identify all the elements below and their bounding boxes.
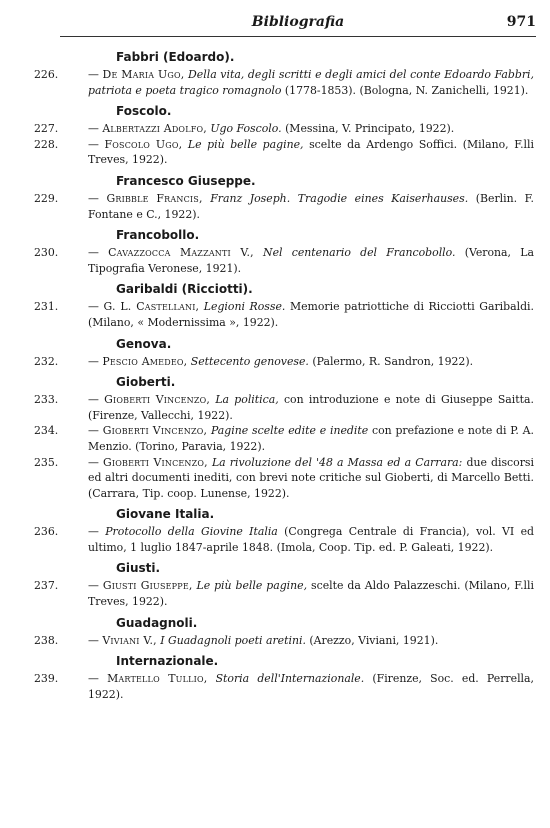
entry-author: Albertazzi Adolfo, bbox=[102, 122, 207, 136]
entry-title: Le più belle pagine, bbox=[196, 579, 308, 593]
bibliography-section bbox=[34, 173, 534, 222]
entry-author: Gribble Francis, bbox=[106, 191, 203, 205]
running-head bbox=[60, 14, 536, 37]
entry-dash: — bbox=[88, 68, 99, 81]
entry-number: 226. bbox=[34, 68, 59, 81]
bibliography-section bbox=[34, 560, 534, 609]
entry-author: Gioberti Vincenzo, bbox=[102, 424, 208, 438]
bibliography-entry bbox=[34, 455, 534, 502]
bibliography-entry bbox=[34, 137, 534, 168]
entry-author: Gioberti Vincenzo, bbox=[103, 455, 208, 469]
entry-author: De Maria Ugo, bbox=[102, 68, 185, 81]
entry-author: Cavazzocca Mazzanti V., bbox=[108, 246, 254, 260]
section-heading: Francesco Giuseppe. bbox=[116, 173, 256, 188]
entry-dash: — bbox=[88, 633, 99, 647]
bibliography-section bbox=[34, 374, 534, 501]
bibliography-entry bbox=[34, 671, 534, 702]
bibliography-section bbox=[34, 336, 534, 370]
entry-number: 232. bbox=[34, 354, 59, 368]
entry-title: Franz Joseph. Tragodie eines Kaiserhauses. bbox=[210, 191, 469, 205]
section-heading: Guadagnoli. bbox=[116, 615, 198, 630]
bibliography-section bbox=[34, 281, 535, 330]
entry-number: 230. bbox=[34, 246, 59, 260]
entry-author: Martello Tullio, bbox=[107, 672, 208, 686]
entry-publication: con prefazione e note di P. A. Menzio. (Torino, Paravia, 1922). bbox=[88, 424, 534, 453]
bibliography-entry bbox=[34, 633, 534, 649]
section-heading: Gioberti. bbox=[116, 375, 176, 390]
entry-title: I Guadagnoli poeti aretini. bbox=[160, 633, 306, 647]
entry-dash: — bbox=[88, 393, 99, 407]
entry-publication: scelte da Aldo Palazzeschi. (Milano, F.lli Treves, 1922). bbox=[88, 579, 534, 609]
running-head-title: Bibliografia bbox=[251, 14, 345, 30]
entry-title: Pagine scelte edite e inedite bbox=[210, 424, 369, 438]
entry-title: La rivoluzione del '48 a Massa ed a Carrara: bbox=[211, 455, 463, 469]
bibliography-section bbox=[34, 49, 535, 98]
entry-dash: — bbox=[88, 579, 99, 593]
bibliography-entry bbox=[34, 299, 535, 330]
entry-number: 229. bbox=[34, 191, 59, 205]
bibliography-section bbox=[34, 653, 534, 702]
entry-title: Storia dell'Internazionale. bbox=[215, 672, 365, 686]
bibliography-entry bbox=[34, 67, 535, 98]
entry-title: Della vita, degli scritti e degli amici del conte Edoardo Fabbri, patriota e poeta tragico romagnolo bbox=[88, 68, 535, 97]
entry-publication: (1778-1853). (Bologna, N. Zanichelli, 1921). bbox=[284, 83, 529, 97]
entry-publication: (Firenze, Soc. ed. Perrella, 1922). bbox=[88, 672, 534, 701]
entry-publication: (Arezzo, Viviani, 1921). bbox=[309, 633, 439, 647]
entry-dash: — bbox=[88, 525, 99, 539]
entry-publication: (Palermo, R. Sandron, 1922). bbox=[312, 354, 474, 368]
entry-publication: (Messina, V. Principato, 1922). bbox=[285, 122, 455, 136]
bibliography-section bbox=[34, 615, 534, 649]
entry-number: 239. bbox=[34, 672, 59, 686]
entry-author: Gioberti Vincenzo, bbox=[104, 393, 211, 407]
entry-publication: (Berlin. F. Fontane e C., 1922). bbox=[88, 191, 534, 221]
entry-author: Giusti Giuseppe, bbox=[102, 579, 193, 593]
entry-publication: scelte da Ardengo Soffici. (Milano, F.lli Treves, 1922). bbox=[88, 137, 534, 167]
entry-author: G. L. Castellani, bbox=[103, 300, 200, 314]
entry-publication: (Verona, La Tipografia Veronese, 1921). bbox=[88, 246, 534, 275]
bibliography-entry bbox=[34, 524, 534, 555]
section-heading: Giusti. bbox=[116, 561, 161, 576]
bibliography-section bbox=[34, 227, 534, 276]
bibliography-entry bbox=[34, 392, 534, 423]
bibliography-entry bbox=[34, 354, 534, 370]
entry-number: 237. bbox=[34, 579, 59, 593]
bibliography-list bbox=[34, 44, 535, 702]
section-heading: Internazionale. bbox=[116, 654, 219, 669]
entry-number: 228. bbox=[34, 137, 59, 151]
entry-title: Ugo Foscolo. bbox=[210, 122, 282, 136]
entry-publication: con introduzione e note di Giuseppe Saitta. (Firenze, Vallecchi, 1922). bbox=[88, 393, 534, 422]
entry-dash: — bbox=[88, 246, 99, 260]
entry-title: Legioni Rosse. bbox=[203, 300, 286, 314]
section-heading: Francobollo. bbox=[116, 228, 200, 243]
entry-author: Viviani V., bbox=[102, 633, 157, 647]
bibliography-entry bbox=[34, 578, 534, 609]
entry-number: 231. bbox=[34, 300, 59, 314]
entry-dash: — bbox=[88, 191, 99, 205]
entry-number: 238. bbox=[34, 633, 59, 647]
entry-title: La politica, bbox=[215, 393, 279, 407]
entry-dash: — bbox=[88, 300, 99, 314]
section-heading: Giovane Italia. bbox=[116, 507, 215, 522]
entry-number: 233. bbox=[34, 393, 59, 407]
bibliography-section bbox=[34, 506, 534, 555]
entry-number: 234. bbox=[34, 424, 59, 438]
bibliography-entry bbox=[34, 423, 534, 454]
entry-author: Pescio Amedeo, bbox=[102, 354, 188, 368]
section-heading: Garibaldi (Ricciotti). bbox=[116, 282, 253, 297]
bibliography-entry bbox=[34, 121, 534, 137]
entry-number: 236. bbox=[34, 525, 59, 539]
entry-title: Le più belle pagine, bbox=[187, 137, 304, 151]
entry-dash: — bbox=[88, 455, 99, 469]
entry-dash: — bbox=[88, 424, 99, 438]
entry-author: Foscolo Ugo, bbox=[104, 137, 183, 151]
bibliography-entry bbox=[34, 245, 534, 276]
section-heading: Fabbri (Edoardo). bbox=[116, 50, 235, 64]
entry-number: 235. bbox=[34, 455, 59, 469]
entry-publication: (Congrega Centrale di Francia), vol. VI ed ultimo, 1 luglio 1847-aprile 1848. (Imola, Coop. Tip. ed. P. Galeati, 1922). bbox=[88, 525, 534, 554]
section-heading: Foscolo. bbox=[116, 104, 172, 119]
entry-dash: — bbox=[88, 354, 99, 368]
entry-publication: Memorie patriottiche di Ricciotti Garibaldi. (Milano, « Modernissima », 1922). bbox=[88, 300, 535, 329]
entry-dash: — bbox=[88, 672, 99, 686]
section-heading: Genova. bbox=[116, 336, 172, 351]
entry-title: Settecento genovese. bbox=[190, 354, 309, 368]
page-number: 971 bbox=[506, 14, 536, 30]
entry-title: Nel centenario del Francobollo. bbox=[263, 246, 456, 260]
entry-title: Protocollo della Giovine Italia bbox=[105, 525, 278, 539]
entry-number: 227. bbox=[34, 122, 59, 136]
entry-dash: — bbox=[88, 122, 99, 136]
entry-publication: due discorsi ed altri documenti inediti, con brevi note critiche sul Gioberti, di Marcello Betti. (Carrara, Tip. coop. Lunense, 1922). bbox=[88, 455, 534, 500]
bibliography-section bbox=[34, 103, 534, 168]
bibliography-entry bbox=[34, 191, 534, 222]
entry-dash: — bbox=[88, 137, 99, 151]
